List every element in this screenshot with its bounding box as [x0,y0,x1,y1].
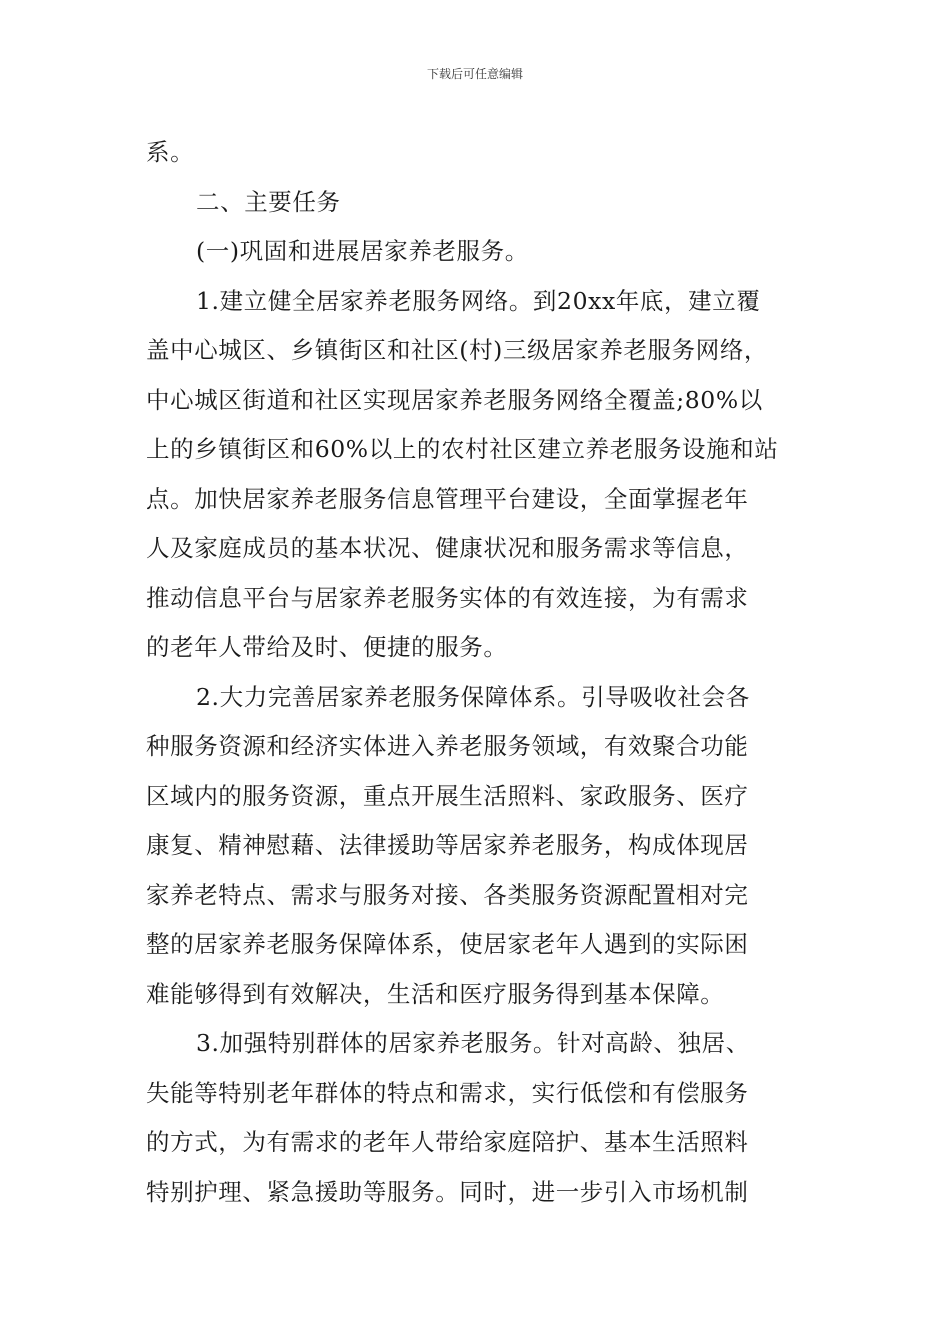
body-line: 人及家庭成员的基本状况、健康状况和服务需求等信息， [146,534,749,562]
body-line: 点。加快居家养老服务信息管理平台建设，全面掌握老年 [146,484,749,513]
document-body [146,128,826,1217]
body-line: 的老年人带给及时、便捷的服务。 [146,633,508,661]
paragraph-3-first-line: 3.加强特别群体的居家养老服务。针对高龄、独居、 [196,1029,750,1057]
page-header-note: 下载后可任意编辑 [426,67,523,81]
body-line: 特别护理、紧急援助等服务。同时，进一步引入市场机制 [146,1177,749,1206]
section-heading: 二、主要任务 [196,187,341,216]
body-line: 种服务资源和经济实体进入养老服务领域，有效聚合功能 [146,732,749,760]
body-line: 区域内的服务资源，重点开展生活照料、家政服务、医疗 [146,781,749,810]
paragraph-1-first-line: 1.建立健全居家养老服务网络。到20xx年底，建立覆 [196,286,761,315]
paragraph-2-first-line: 2.大力完善居家养老服务保障体系。引导吸收社会各 [196,682,750,711]
body-line: 上的乡镇街区和60%以上的农村社区建立养老服务设施和站 [146,435,779,463]
body-line: 系。 [146,138,195,166]
body-line: 推动信息平台与居家养老服务实体的有效连接，为有需求 [146,583,749,612]
body-line: 的方式，为有需求的老年人带给家庭陪护、基本生活照料 [146,1128,749,1156]
body-line: 康复、精神慰藉、法律援助等居家养老服务，构成体现居 [146,831,749,859]
body-line: 失能等特别老年群体的特点和需求，实行低偿和有偿服务 [146,1078,749,1107]
body-line: 盖中心城区、乡镇街区和社区(村)三级居家养老服务网络， [146,336,769,364]
body-line: 难能够得到有效解决，生活和医疗服务得到基本保障。 [146,979,725,1008]
body-line: 家养老特点、需求与服务对接、各类服务资源配置相对完 [146,880,749,909]
subsection-heading: (一)巩固和进展居家养老服务。 [196,237,529,265]
body-line: 中心城区街道和社区实现居家养老服务网络全覆盖;80%以 [146,385,763,414]
body-line: 整的居家养老服务保障体系，使居家老年人遇到的实际困 [146,930,749,958]
